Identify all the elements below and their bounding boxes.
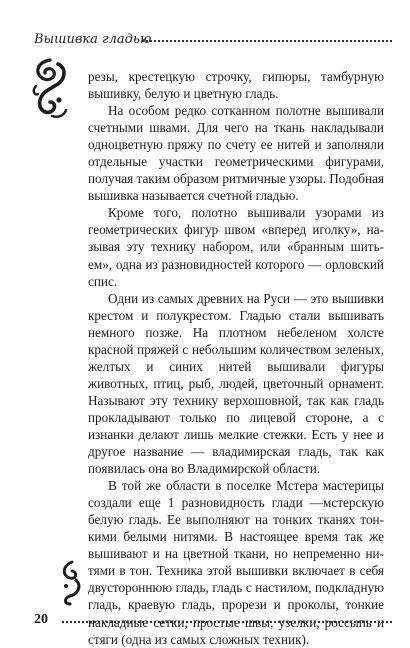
flourish-ornament-icon bbox=[56, 560, 86, 606]
paragraph: Одни из самых древних на Руси — это вышивки крестом и полукрестом. Гладью стали вышивать немного позже. На плотном небеленом холсте красной пряжей с небольшим количеством зеленых, желтых и синих нитей вышивали фигуры животных, птиц, рыб, людей, цветочный орнамент. Называют эту технику верхошовной, так как гладь прокладывают только по лицевой стороне, а с изнанки делают лишь мелкие стежки. Есть у нее и другое название — владимирская гладь, так как появилась она во Владимирской области. bbox=[88, 290, 384, 477]
paragraph: На особом редко сотканном полотне вышивали счетными швами. Для чего на ткань накладывали одноцветную пряжу по счету ее нитей и заполняли отдельные участки геометрическими фигурами, получая таким образом ритмичные узоры. Подобная вышивка называется счетной гладью. bbox=[88, 103, 384, 204]
paragraph: Кроме того, полотно вышивали узорами из геометрических фигур швом «вперед иголку», называя эту технику набором, или «бранным шитьем», одна из разновидностей которого — орловский спис. bbox=[88, 205, 384, 289]
running-header bbox=[34, 30, 392, 52]
page-number: 20 bbox=[34, 612, 48, 627]
footer-dotted-rule bbox=[62, 621, 392, 623]
paragraph: В той же области в поселке Мстера мастерицы создали еще 1 разновидность глади —мстерскую белую гладь. Ее выполняют на тонких тканях тонкими белыми нитями. В настоящее время так же вышивают и на цветной ткани, но непременно нитями в тон. Техника этой вышивки включает в себя двустороннюю гладь, гладь с настилом, подкладную гладь, краевую гладь, прорези и проколы, тонкие накладные сетки, простые швы, узелки, россыпь и стяги (одна из самых сложных техник). bbox=[88, 478, 384, 647]
body-text bbox=[88, 68, 384, 648]
header-dotted-rule bbox=[142, 40, 392, 42]
running-header-title: Вышивка гладью bbox=[34, 32, 152, 47]
running-footer bbox=[34, 612, 392, 632]
paragraph: резы, крестецкую строчку, гипюры, тамбурную вышивку, белую и цветную гладь. bbox=[88, 69, 384, 102]
drop-cap-ornament-icon bbox=[28, 56, 72, 122]
